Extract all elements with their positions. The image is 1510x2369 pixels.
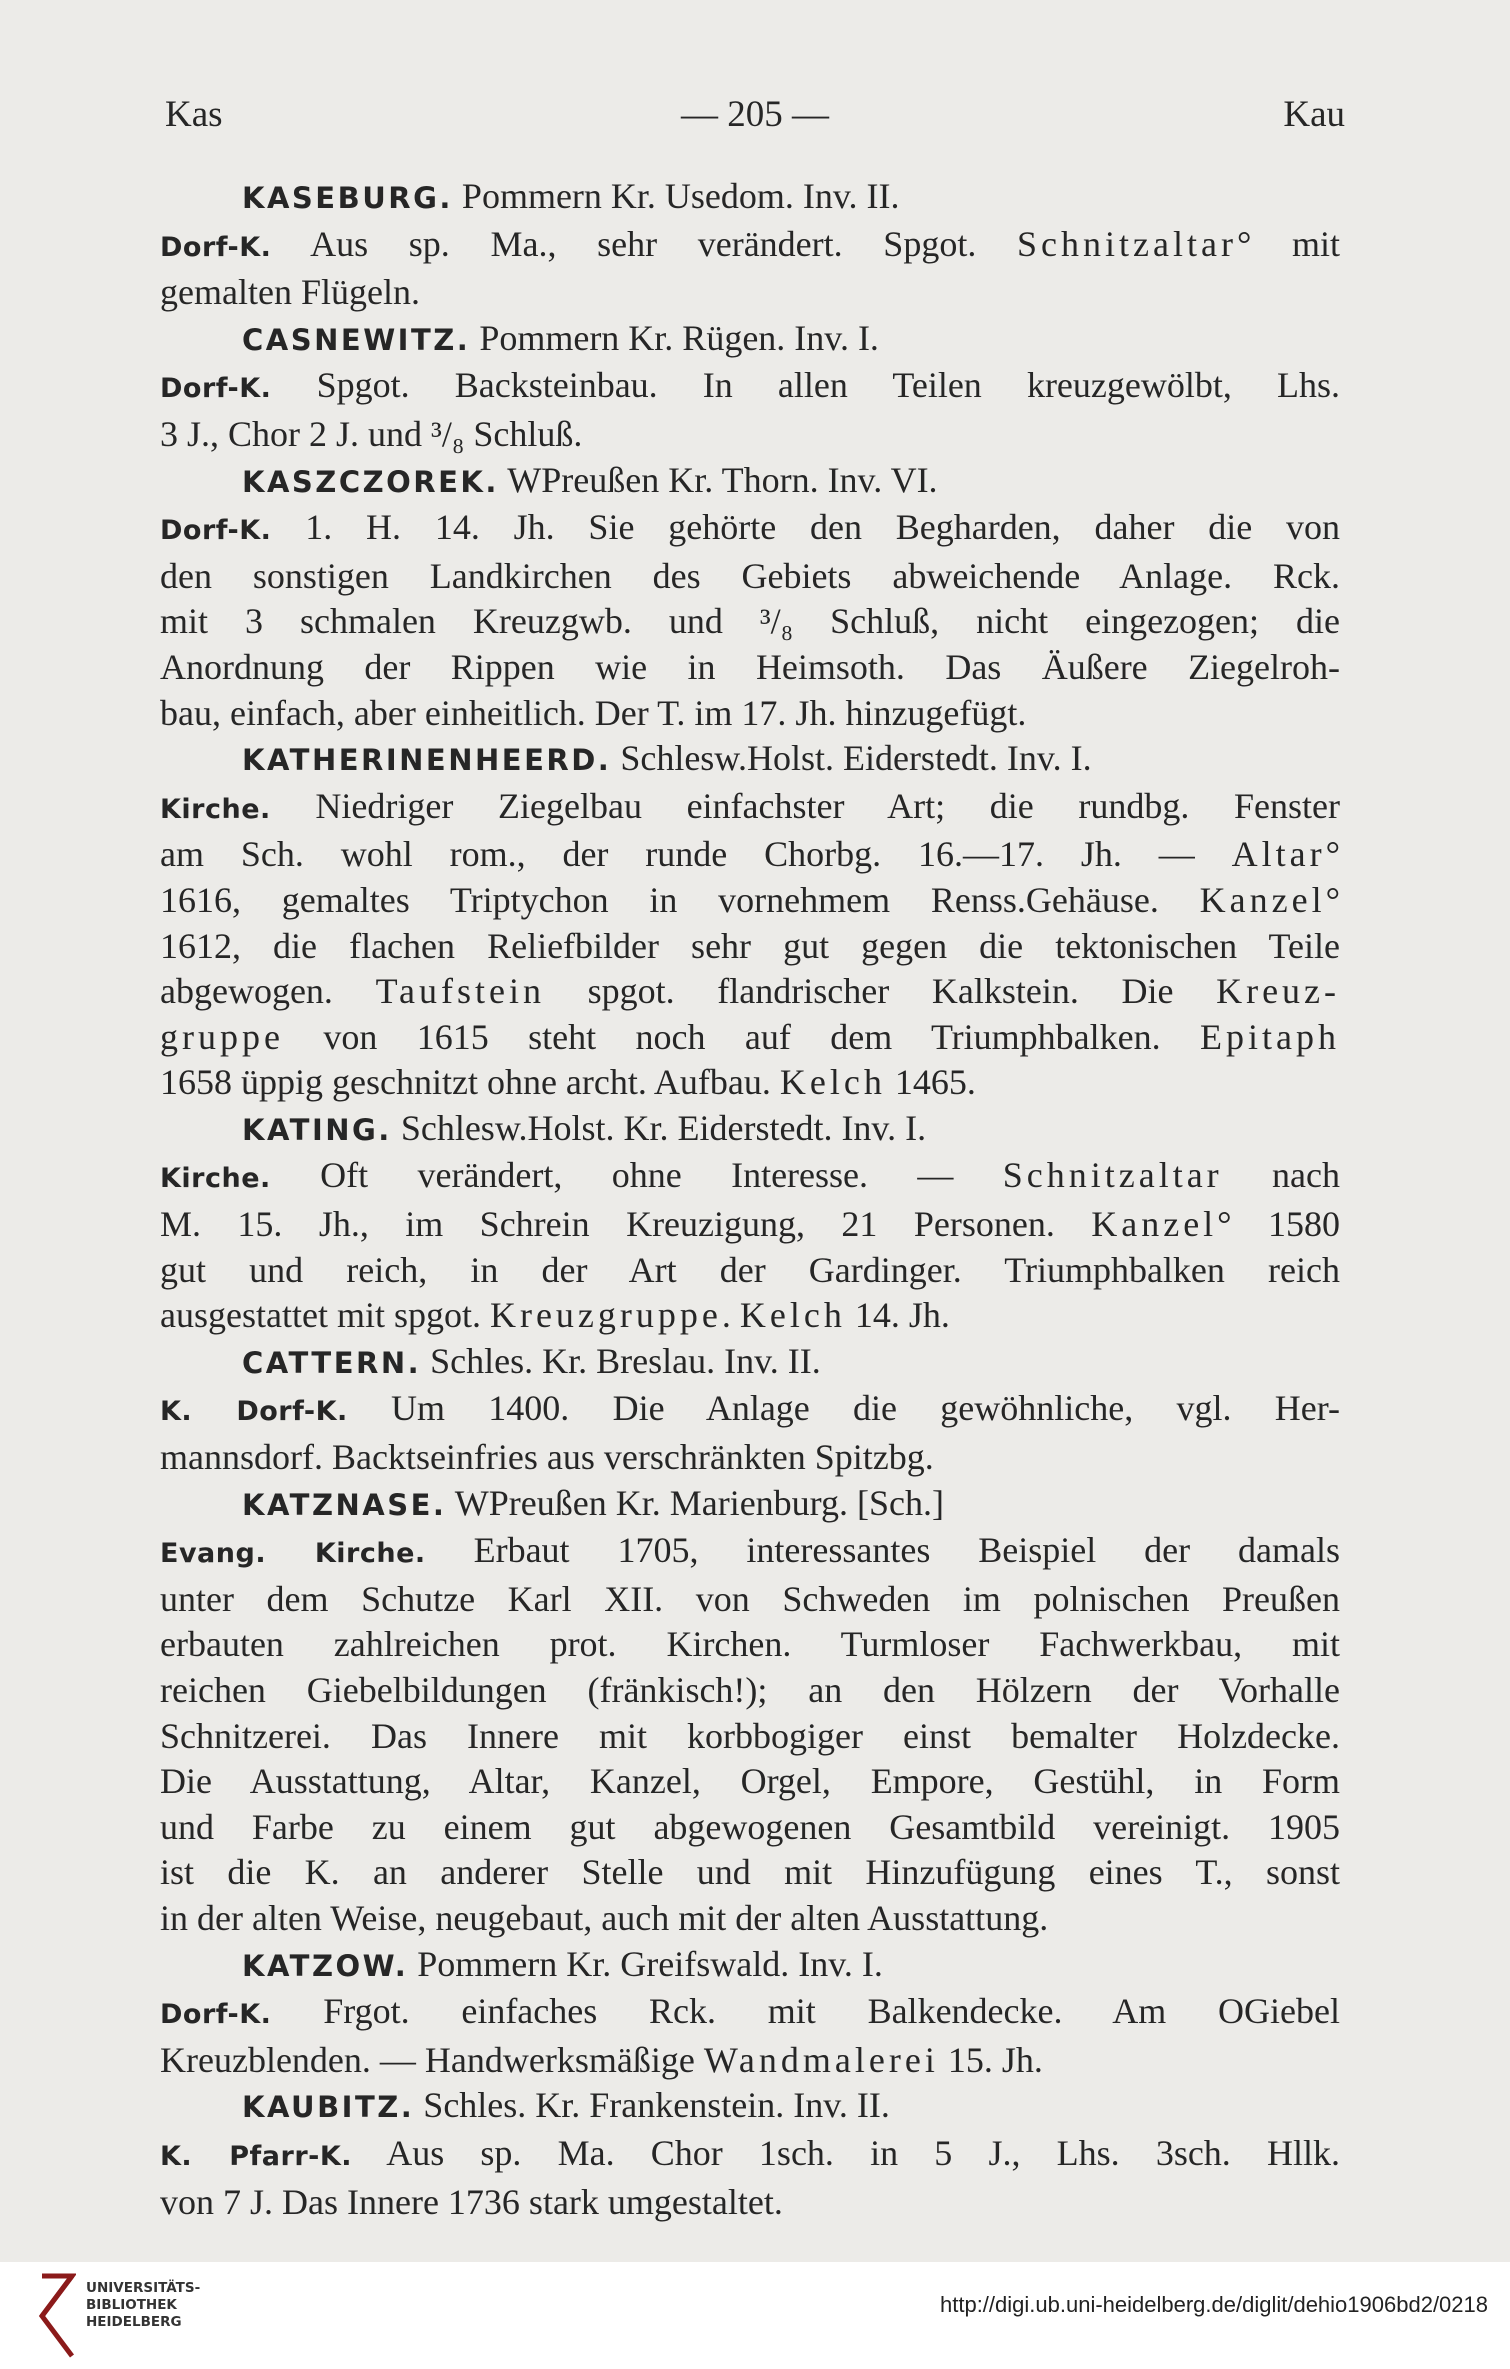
object-term: Kanzel [1091, 1204, 1218, 1245]
building-type: Dorf-K. [160, 373, 272, 405]
text-line [160, 784, 1340, 833]
text-line [160, 1714, 1340, 1760]
text-line [160, 363, 1340, 412]
text-line [160, 691, 1340, 737]
text-line [160, 1622, 1340, 1668]
object-term: Schnitzaltar [1002, 1155, 1223, 1196]
entry-heading [160, 1481, 1340, 1529]
university-logo-icon [38, 2272, 76, 2360]
place-region: WPreußen Kr. Marienburg. [Sch.] [454, 1482, 944, 1523]
entry-heading [160, 316, 1340, 364]
entry [160, 458, 1340, 737]
text-segment: abgewogen. [160, 971, 376, 1012]
entry-heading [160, 1339, 1340, 1387]
text-line [160, 599, 1340, 645]
building-type: Evang. Kirche. [160, 1538, 426, 1570]
text-segment: Spgot. Backsteinbau. In allen Teilen kreuzgewölbt, Lhs. [271, 365, 1340, 406]
entry-heading [160, 458, 1340, 506]
place-name: KAUBITZ. [242, 2090, 415, 2125]
text-segment: von 7 J. Das Innere 1736 stark umgestaltet. [160, 2181, 783, 2222]
text-segment: 3 J., Chor 2 J. und ³/₈ Schluß. [160, 413, 583, 454]
building-type: Dorf-K. [160, 1999, 272, 2031]
text-segment: ° [1325, 834, 1340, 875]
text-line [160, 878, 1340, 924]
text-line [160, 1528, 1340, 1577]
source-url-link[interactable]: http://digi.ub.uni-heidelberg.de/diglit/dehio1906bd2/0218 [940, 2292, 1488, 2317]
object-term: Kanzel [1199, 879, 1326, 920]
place-region: Pommern Kr. Usedom. Inv. II. [461, 176, 900, 216]
header-right-catchword: Kau [1283, 94, 1345, 135]
text-line [160, 1248, 1340, 1294]
text-segment: bau, einfach, aber einheitlich. Der T. im 17. Jh. hinzugefügt. [160, 692, 1027, 733]
object-term: Altar [1231, 834, 1326, 875]
text-line [160, 1060, 1340, 1106]
object-term: Taufstein [375, 971, 546, 1012]
text-segment: mannsdorf. Backtseinfries aus verschränkten Spitzbg. [160, 1437, 934, 1478]
text-segment: Anordnung der Rippen wie in Heimsoth. Das Äußere Ziegelroh- [160, 646, 1340, 687]
text-line [160, 969, 1340, 1015]
text-segment: . [721, 1295, 740, 1336]
footer-bar [0, 2262, 1510, 2369]
entry [160, 174, 1340, 316]
text-segment: mit 3 schmalen Kreuzgwb. und ³/₈ Schluß, nicht eingezogen; die [160, 601, 1340, 642]
place-region: Pommern Kr. Greifswald. Inv. I. [417, 1943, 883, 1984]
entry-heading [160, 1942, 1340, 1990]
place-name: KATZOW. [242, 1948, 409, 1983]
text-line [160, 1668, 1340, 1714]
page-number: — 205 — [681, 94, 829, 135]
building-type: Dorf-K. [160, 231, 272, 263]
place-name: CASNEWITZ. [242, 322, 471, 357]
text-segment: M. 15. Jh., im Schrein Kreuzigung, 21 Personen. [160, 1204, 1092, 1245]
place-name: KATHERINENHEERD. [242, 743, 612, 778]
text-line [160, 832, 1340, 878]
text-line [160, 270, 1340, 316]
entries-column [160, 174, 1340, 2225]
library-name-line: UNIVERSITÄTS- [86, 2280, 201, 2296]
object-term: Epitaph [1200, 1016, 1340, 1057]
text-line [160, 1386, 1340, 1435]
place-name: KATZNASE. [242, 1487, 447, 1522]
text-line [160, 2131, 1340, 2180]
place-name: KASZCZOREK. [242, 464, 499, 499]
library-name-line: BIBLIOTHEK [86, 2297, 177, 2313]
library-name [86, 2280, 200, 2331]
text-segment: spgot. flandrischer Kalkstein. Die [545, 971, 1217, 1012]
entry-heading [160, 736, 1340, 784]
text-line [160, 1759, 1340, 1805]
text-segment: Um 1400. Die Anlage die gewöhnliche, vgl. Her- [347, 1388, 1340, 1429]
text-segment: 1658 üppig geschnitzt ohne archt. Aufbau. [160, 1062, 780, 1103]
building-type: K. Dorf-K. [160, 1396, 348, 1428]
text-line [160, 1435, 1340, 1481]
place-region: Schlesw.Holst. Eiderstedt. Inv. I. [620, 738, 1092, 779]
text-segment: gut und reich, in der Art der Gardinger. Triumphbalken reich [160, 1249, 1340, 1290]
object-term: Wandmalerei [703, 2039, 939, 2080]
object-term: Kreuzgruppe [489, 1295, 722, 1336]
entry [160, 2083, 1340, 2225]
text-segment: 1616, gemaltes Triptychon in vornehmem Renss.Gehäuse. [160, 879, 1200, 920]
library-name-line: HEIDELBERG [86, 2314, 182, 2330]
text-segment: von 1615 steht noch auf dem Triumphbalken. [283, 1016, 1201, 1057]
text-segment: nach [1222, 1155, 1340, 1196]
text-segment: erbauten zahlreichen prot. Kirchen. Turmloser Fachwerkbau, mit [160, 1624, 1340, 1665]
text-segment: 1612, die flachen Reliefbilder sehr gut gegen die tektonischen Teile [160, 925, 1340, 966]
text-segment: reichen Giebelbildungen (fränkisch!); an den Hölzern der Vorhalle [160, 1670, 1340, 1710]
text-segment: ° [1325, 879, 1340, 920]
text-line [160, 2180, 1340, 2226]
text-segment: ist die K. an anderer Stelle und mit Hinzufügung eines T., sonst [160, 1852, 1340, 1893]
text-line [160, 222, 1340, 271]
text-line [160, 924, 1340, 970]
entry-heading [160, 1106, 1340, 1154]
text-segment: Erbaut 1705, interessantes Beispiel der damals [425, 1530, 1340, 1571]
text-line [160, 1989, 1340, 2038]
text-line [160, 505, 1340, 554]
building-type: K. Pfarr-K. [160, 2140, 353, 2172]
text-line [160, 1896, 1340, 1942]
text-segment: 1465. [885, 1062, 976, 1103]
building-type: Dorf-K. [160, 515, 272, 547]
object-term: Kelch [779, 1062, 886, 1103]
text-line [160, 1153, 1340, 1202]
object-term: Schnitzaltar [1017, 223, 1237, 264]
object-term: Kreuz- [1216, 971, 1341, 1012]
entry [160, 1481, 1340, 1942]
text-line [160, 1293, 1340, 1339]
text-segment: unter dem Schutze Karl XII. von Schweden im polnischen Preußen [160, 1578, 1340, 1619]
text-line [160, 1015, 1340, 1061]
entry [160, 1942, 1340, 2084]
place-region: Schles. Kr. Frankenstein. Inv. II. [423, 2085, 890, 2126]
object-term: Kelch [739, 1295, 846, 1336]
building-type: Kirche. [160, 1163, 271, 1195]
text-line [160, 645, 1340, 691]
text-segment: den sonstigen Landkirchen des Gebiets abweichende Anlage. Rck. [160, 555, 1340, 596]
entry [160, 316, 1340, 458]
text-segment: ° mit [1236, 223, 1340, 264]
place-name: KATING. [242, 1112, 392, 1147]
entry-heading [160, 174, 1340, 222]
entry-heading [160, 2083, 1340, 2131]
text-segment: ° 1580 [1217, 1204, 1340, 1245]
text-segment: Oft verändert, ohne Interesse. — [270, 1155, 1003, 1196]
text-segment: am Sch. wohl rom., der runde Chorbg. 16.—17. Jh. — [160, 834, 1232, 875]
text-segment: Kreuzblenden. — Handwerksmäßige [160, 2039, 704, 2080]
entry [160, 1339, 1340, 1481]
place-region: Schlesw.Holst. Kr. Eiderstedt. Inv. I. [400, 1107, 927, 1148]
text-line [160, 1805, 1340, 1851]
text-line [160, 1202, 1340, 1248]
text-line [160, 2038, 1340, 2084]
text-line [160, 1850, 1340, 1896]
place-name: KASEBURG. [242, 181, 453, 215]
text-segment: Aus sp. Ma. Chor 1sch. in 5 J., Lhs. 3sch. Hllk. [352, 2132, 1340, 2173]
text-segment: Niedriger Ziegelbau einfachster Art; die rundbg. Fenster [270, 785, 1340, 826]
place-region: Schles. Kr. Breslau. Inv. II. [430, 1340, 821, 1381]
text-segment: 15. Jh. [938, 2039, 1043, 2080]
text-segment: und Farbe zu einem gut abgewogenen Gesamtbild vereinigt. 1905 [160, 1806, 1340, 1847]
place-region: Pommern Kr. Rügen. Inv. I. [479, 317, 879, 358]
text-segment: Schnitzerei. Das Innere mit korbbogiger einst bemalter Holzdecke. [160, 1715, 1340, 1756]
text-segment: Die Ausstattung, Altar, Kanzel, Orgel, Empore, Gestühl, in Form [160, 1761, 1340, 1802]
text-segment: Aus sp. Ma., sehr verändert. Spgot. [271, 223, 1017, 264]
entry [160, 1106, 1340, 1339]
text-segment: gemalten Flügeln. [160, 272, 420, 313]
header-left-catchword: Kas [165, 94, 223, 135]
text-segment: ausgestattet mit spgot. [160, 1295, 490, 1336]
place-name: CATTERN. [242, 1345, 422, 1380]
text-segment: in der alten Weise, neugebaut, auch mit der alten Ausstattung. [160, 1897, 1049, 1938]
entry [160, 736, 1340, 1106]
text-segment: 1. H. 14. Jh. Sie gehörte den Begharden, daher die von [271, 507, 1340, 548]
text-segment: 14. Jh. [845, 1295, 950, 1336]
text-line [160, 1577, 1340, 1623]
running-header [165, 90, 1345, 140]
text-line [160, 412, 1340, 458]
building-type: Kirche. [160, 793, 271, 825]
text-segment: Frgot. einfaches Rck. mit Balkendecke. Am OGiebel [271, 1991, 1340, 2032]
object-term: gruppe [160, 1016, 284, 1057]
text-line [160, 554, 1340, 600]
place-region: WPreußen Kr. Thorn. Inv. VI. [507, 459, 938, 500]
